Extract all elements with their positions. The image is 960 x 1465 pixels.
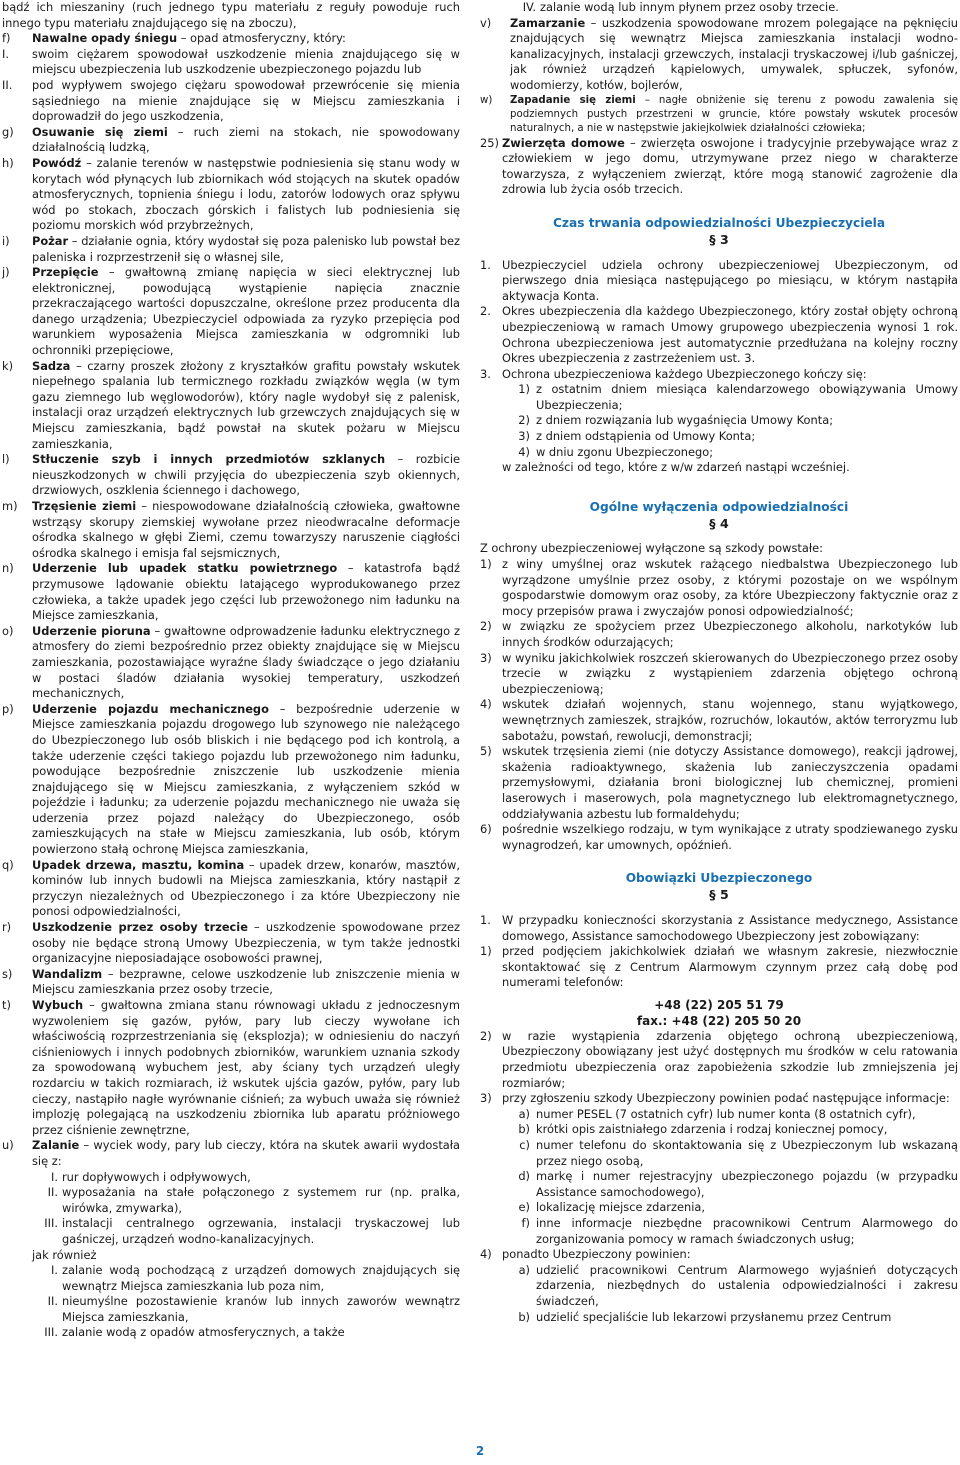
sub-item-text: inne informacje niezbędne pracownikowi Centrum Alarmowego do zorganizowania pomocy w ramach świadczonych usług; [536,1216,958,1246]
sub-item-text: markę i numer rejestracyjny ubezpieczonego pojazdu (w przypadku Assistance samochodowego), [536,1169,958,1199]
list-label: I. [51,1263,58,1278]
sub-item [2,1216,460,1247]
sub-item-text: krótki opis zaistniałego zdarzenia i rodzaj koniecznej pomocy, [536,1122,888,1137]
sub-item-text: lokalizację miejsce zdarzenia, [536,1200,705,1215]
section-title: Obowiązki Ubezpieczonego [625,871,813,886]
term: Przepięcie [32,265,99,280]
list-label: o) [2,623,14,638]
list-label: j) [2,265,10,280]
term: Zalanie [32,1138,80,1153]
sub-item [480,382,958,413]
numbered-item [480,367,958,383]
sub-item-text: wyposażania na stałe połączonego z systemem rur (np. pralka, wirówka, zmywarka), [62,1185,460,1215]
list-label: II. [2,77,13,92]
numbered-item [480,822,958,853]
list-label: 4) [480,1247,492,1262]
list-label: a) [518,1106,530,1121]
definition-text: – czarny proszek złożony z kryształków grafitu powstały wskutek niepełnego spalania lub termicznego rozkładu związków węgla (w tym gazu ziemnego lub węglowodorów), który nagle wydobył się z palenisk, instalacji oraz urządzeń elektrycznych lub grzewczych znajdujących się w Miejscu zamieszkania, bądź powstał na skutek pożaru w Miejscu zamieszkania, [32,358,460,451]
definition-text: – katastrofa bądź przymusowe lądowanie obiektu latającego wyprodukowanego przez człowieka, a także upadek jego części lub przewożonego nim ładunku na Miejsce zamieszkania, [32,561,461,623]
definition-j [2,265,460,359]
list-label: v) [480,15,492,30]
definition-text: – gwałtowne odprowadzenie ładunku elektrycznego z atmosfery do ziemi bezpośrednio przez obiekty znajdujące się w Miejscu zamieszkania, pozostawiające wyraźne ślady świadczące o jego działaniu w postaci śladów działania wysokiej temperatury, uszkodzeń mechanicznych, [32,623,460,701]
definition-f [2,31,460,47]
sub-item [480,1216,958,1247]
term: Uderzenie lub upadek statku powietrznego [32,561,338,576]
list-label: II. [47,1185,58,1200]
list-label: 3) [518,429,530,444]
definition-text: – gwałtowna zmiana stanu równowagi układu z jednoczesnym wyzwoleniem się gazów, pyłów, pary lub cieczy wywołane ich właściwością rozprzestrzeniania się (eksplozja); w odniesieniu do naczyń ciśnieniowych i innych podobnych zbiorników, warunkiem uznania szkody za spowodowaną wybuchem jest, aby ściany tych urządzeń uległy rozdarciu w takich rozmiarach, iż wskutek ujścia gazów, pyłów, pary lub cieczy, nastąpiło nagłe wyrównanie ciśnień; za wybuch uważa się również implozję polegającą na uszkodzeniu zbiornika lub aparatu próżniowego przez ciśnienie zewnętrzne, [32,998,460,1137]
paragraph: Z ochrony ubezpieczeniowej wyłączone są szkody powstałe: [480,541,823,556]
sub-item [480,1107,958,1123]
list-label: 1. [480,257,491,272]
definition-text: – zalanie terenów w następstwie podniesienia się stanu wody w korytach wód płynących lub zbiornikach wód stojących na skutek opadów atmosferycznych, topnienia śniegu i lodu, zatorów lodowych oraz spływu wód po stokach, zboczach górskich i falistych lub podniesienia się poziomu morskich wód przybrzeżnych, [32,155,460,233]
definition-i [2,234,460,265]
definition-k [2,359,460,453]
definition-text: – bezpośrednie uderzenie w Miejsce zamieszkania pojazdu drogowego lub szynowego nie należącego do Ubezpieczonego lub osób bliskich i nie będącego pod ich kontrolą, a także uderzenie części takiego pojazdu lub przewożonego nim ładunku, powodujące bezpośrednie zniszczenie lub uszkodzenie mienia znajdującego się w Miejscu zamieszkania, z wyłączeniem szkód w pojeździe i ładunku; za uderzenie pojazdu mechanicznego nie uważa się uderzenia przez pojazd należący do Ubezpieczonego, osób zamieszkujących na stałe w Miejscu zamieszkania, lub osób, którym powierzono stałą ochronę Miejsca zamieszkania, [32,701,460,857]
numbered-item [480,304,958,366]
list-label: i) [2,233,10,248]
item-text: Ubezpieczyciel udziela ochrony ubezpieczeniowej Ubezpieczonym, od pierwszego dnia miesiąca następującego po miesiącu, w którym nastąpiła aktywacja Konta. [502,257,958,303]
sub-item-text: udzielić specjaliście lub lekarzowi przysłanemu przez Centrum [536,1309,892,1324]
numbered-item [480,1029,958,1091]
definition-r [2,920,460,967]
numbered-item [480,651,958,698]
numbered-item [480,744,958,822]
term: Zapadanie się ziemi [510,94,636,106]
list-label: f) [2,31,11,46]
definition-text: – nagłe obniżenie się terenu z powodu zawalenia się podziemnych pustych przestrzeni w gruncie, które powstały wskutek procesów naturalnych, a nie w następstwie jakiejkolwiek działalności człowieka; [510,94,958,134]
term: Upadek drzewa, masztu, komina [32,857,245,872]
sub-item [2,1185,460,1216]
list-label: d) [518,1169,530,1184]
definition-n [2,561,460,623]
list-label: 2) [480,619,492,634]
list-label: t) [2,998,11,1012]
definition-text: – upadek drzew, konarów, masztów, kominów lub innych budowli na Miejsca zamieszkania, który nastąpił z przyczyn niezależnych od Ubezpieczonego i za które Ubezpieczony nie ponosi odpowiedzialności, [32,857,460,919]
list-label: 25) [480,135,499,150]
sub-item-text: z ostatnim dniem miesiąca kalendarzowego obowiązywania Umowy Ubezpieczenia; [536,382,958,412]
list-label: s) [2,966,13,981]
list-label: r) [2,920,12,935]
alarm-fax-number: fax.: +48 (22) 205 50 20 [636,1013,802,1028]
definition-w [480,94,958,136]
definition-m [2,499,460,561]
definition-text: – opad atmosferyczny, który: [177,31,346,46]
sub-item-text: z dniem odstąpienia od Umowy Konta; [536,429,756,444]
definition-s [2,967,460,998]
list-label: w) [480,94,493,106]
section-title: Czas trwania odpowiedzialności Ubezpieczyciela [552,215,886,230]
sub-item [480,1122,958,1138]
item-text: Ochrona ubezpieczeniowa każdego Ubezpieczonego kończy się: [502,366,867,381]
sub-item [480,1263,958,1310]
list-label: f) [521,1216,530,1230]
paragraph: jak również [32,1247,97,1262]
numbered-item [480,1091,958,1107]
term: Nawalne opady śniegu [32,31,178,46]
list-label: b) [518,1122,530,1137]
sub-item-text: swoim ciężarem spowodował uszkodzenie mienia znajdującego się w miejscu ubezpieczenia lub uszkodzenie ubezpieczonego pojazdu lub [32,46,460,77]
numbered-item [480,557,958,619]
sub-item [2,47,460,78]
sub-item [480,413,958,429]
term: Pożar [32,233,69,248]
sub-item [480,1200,958,1216]
sub-item-text: zalanie wodą lub innym płynem przez osoby trzecie. [540,0,839,14]
item-text: ponadto Ubezpieczony powinien: [502,1247,691,1262]
definition-u [2,1138,460,1169]
definition-text: – gwałtowną zmianę napięcia w sieci elektrycznej lub elektronicznej, powodującą wystąpienie napięcia znacznie przekraczającego wartości dopuszczalne, określone przez producenta dla danego urządzenia; Ubezpieczyciel odpowiada za ryzyko przepięcia pod warunkiem wyposażenia Miejsca zamieszkania w odgromniki lub ochronniki przepięciowe, [32,265,460,358]
item-text: pośrednie wszelkiego rodzaju, w tym wynikające z utraty spodziewanego zysku wynagrodzeń, kar umownych, opóźnień. [502,822,958,852]
definition-text: – bezprawne, celowe uszkodzenie lub zniszczenie mienia w Miejscu zamieszkania przez osoby trzecie, [32,966,460,997]
list-label: k) [2,358,14,373]
item-text: w związku ze spożyciem przez Ubezpieczonego alkoholu, narkotyków lub innych środków odurzających; [502,619,958,649]
list-label: 3. [480,366,491,381]
definition-h [2,156,460,234]
term: Stłuczenie szyb i innych przedmiotów szklanych [32,452,386,467]
list-label: e) [518,1200,530,1215]
list-label: 1) [518,382,530,397]
definition-o [2,624,460,702]
item-text: przed podjęciem jakichkolwiek działań we własnym zakresie, niezwłocznie skontaktować się z Centrum Alarmowym czynnym przez całą dobę pod numerami telefonów: [502,944,958,990]
item-text: wskutek trzęsienia ziemi (nie dotyczy Assistance domowego), reakcji jądrowej, skażenia radioaktywnego, skażenia lub zanieczyszczenia opadami przemysłowymi, działania broni biologicznej lub chemicznej, promieni laserowych i maserowych, pola magnetycznego lub elektromagnetycznego, oddziaływania azbestu lub formaldehydu; [502,744,958,821]
alarm-phone-number: +48 (22) 205 51 79 [654,997,784,1012]
definition-text: – ruch ziemi na stokach, nie spowodowany działalnością ludzką, [32,124,460,155]
numbered-item [480,913,958,944]
right-column [480,0,958,1325]
definition-v [480,16,958,94]
list-label: III. [44,1325,58,1340]
item-text: w razie wystąpienia zdarzenia objętego ochroną ubezpieczeniową, Ubezpieczony obowiązany jest użyć dostępnych mu środków w celu ratowania przedmiotu ubezpieczenia oraz zapobieżenia szkodzie lub zmniejszenia jej rozmiarów; [502,1028,958,1090]
list-label: 3) [480,1091,492,1106]
sub-item [480,1138,958,1169]
list-label: p) [2,701,14,716]
sub-item-text: rur dopływowych i odpływowych, [62,1169,251,1184]
list-label: 6) [480,822,492,837]
list-label: 4) [518,444,530,459]
list-label: n) [2,561,14,576]
sub-item [480,445,958,461]
section-paragraph-number: § 3 [709,231,729,247]
item-text: W przypadku konieczności skorzystania z Assistance medycznego, Assistance domowego, Assistance samochodowego Ubezpieczony jest zobowiązany: [502,912,958,943]
sub-item-text: udzielić pracownikowi Centrum Alarmowego wyjaśnień dotyczących zdarzenia, niezbędnych do ustalenia odpowiedzialności i zakresu świadczeń, [536,1262,958,1308]
sub-item [2,1294,460,1325]
definition-q [2,858,460,920]
term: Zwierzęta domowe [502,135,625,150]
item-text: w wyniku jakichkolwiek roszczeń skierowanych do Ubezpieczonego przez osoby trzecie w związku z wystąpieniem zdarzenia objętego ochroną ubezpieczeniową; [502,650,958,696]
term: Uszkodzenie przez osoby trzecie [32,920,248,935]
sub-item [480,1169,958,1200]
sub-item-text: numer telefonu do skontaktowania się z Ubezpieczonym lub wskazaną przez niego osobą, [536,1138,958,1168]
list-label: a) [518,1262,530,1277]
list-label: 2) [518,413,530,428]
list-label: h) [2,155,14,170]
list-label: m) [2,499,18,513]
sub-item-text: numer PESEL (7 ostatnich cyfr) lub numer konta (8 ostatnich cyfr), [536,1106,916,1121]
definition-text: – uszkodzenia spowodowane mrozem polegające na pęknięciu znajdujących się wewnątrz Miejsca zamieszkania instalacji wodno-kanalizacyjnych, instalacji grzewczych, instalacji tryskaczowej i/lub gaśniczej, jak również urządzeń kąpielowych, umywalek, spłuczek, syfonów, wodomierzy, kotłów, bojlerów, [510,15,958,92]
list-label: b) [518,1309,530,1324]
definition-l [2,452,460,499]
numbered-item [480,1247,958,1263]
term: Osuwanie się ziemi [32,124,168,139]
item-text: przy zgłoszeniu szkody Ubezpieczony powinien podać następujące informacje: [502,1091,950,1106]
list-label: c) [519,1138,530,1153]
section-title: Ogólne wyłączenia odpowiedzialności [589,499,849,514]
definition-g [2,125,460,156]
sub-item [480,0,958,16]
term: Wybuch [32,998,84,1012]
list-label: l) [2,452,10,467]
list-label: g) [2,124,14,139]
term: Uderzenie pojazdu mechanicznego [32,701,269,716]
definition-text: – rozbicie nieuszkodzonych w chwili przyjęcia do ubezpieczenia szyb okiennych, drzwiowych, oszklenia ściennego i dachowego, [32,452,460,498]
paragraph: bądź ich mieszaniny (ruch jednego typu materiału z reguły powoduje ruch innego typu materiału znajdującego się na zboczu), [2,0,460,30]
definition-text: – działanie ognia, który wydostał się poza palenisko lub powstał bez paleniska i rozprzestrzenił się o własnej sile, [32,233,460,264]
sub-item [2,1263,460,1294]
sub-item [480,1310,958,1326]
term: Sadza [32,358,71,373]
definition-text: – uszkodzenie spowodowane przez osoby nie będące stroną Umowy Ubezpieczenia, w tym także jednostki organizacyjne nieposiadające osobowości prawnej, [32,920,460,966]
list-label: IV. [522,0,536,14]
list-label: q) [2,857,14,872]
term: Powódź [32,155,82,170]
list-label: u) [2,1138,14,1153]
sub-item-text: zalanie wodą z opadów atmosferycznych, a także [62,1325,345,1340]
list-label: 1. [480,912,491,927]
list-label: 5) [480,744,492,759]
sub-item [2,1170,460,1186]
sub-item-text: instalacji centralnego ogrzewania, instalacji tryskaczowej lub gaśniczej, urządzeń wodno-kanalizacyjnych. [62,1216,460,1246]
sub-item [480,429,958,445]
section-paragraph-number: § 4 [709,515,729,531]
list-label: 2. [480,304,491,319]
list-label: II. [47,1294,58,1309]
definition-text: – wyciek wody, pary lub cieczy, która na skutek awarii wydostała się z: [32,1138,460,1168]
sub-item-text: nieumyślne pozostawienie kranów lub innych zaworów wewnątrz Miejsca zamieszkania, [62,1294,460,1324]
sub-item [2,78,460,125]
list-label: 4) [480,697,492,712]
term: Wandalizm [32,966,103,981]
term: Uderzenie pioruna [32,623,151,638]
numbered-item [480,944,958,991]
definition-text: – niespowodowane działalnością człowieka, gwałtowne wstrząsy skorupy ziemskiej wywołane przez nieodwracalne deformacje ośrodka skalnego w głębi Ziemi, czemu towarzyszy naruszenie ciągłości ośrodka skalnego i emisja fal sejsmicznych, [32,499,460,560]
item-text: Okres ubezpieczenia dla każdego Ubezpieczonego, który został objęty ochroną ubezpieczeniową w ramach Umowy grupowego ubezpieczenia wynosi 1 rok. Ochrona ubezpieczeniowa jest automatycznie przedłużana na kolejny roczny Okres ubezpieczenia z zastrzeżeniem ust. 3. [502,304,958,366]
list-label: 3) [480,650,492,665]
sub-item [2,1325,460,1341]
item-text: z winy umyślnej oraz wskutek rażącego niedbalstwa Ubezpieczonego lub wyrządzone umyślnie przez osoby, z którymi pozostaje on we wspólnym gospodarstwie domowym oraz osoby, za które Ubezpieczony faktycznie oraz z mocy przepisów prawa i zwyczajów ponosi odpowiedzialność; [502,557,958,618]
sub-item-text: pod wypływem swojego ciężaru spowodował przewrócenie się mienia sąsiedniego na mienie znajdujące się w Miejscu zamieszkania i doprowadził do jego uszkodzenia, [32,77,460,124]
section-paragraph-number: § 5 [709,887,729,903]
item-text: wskutek działań wojennych, stanu wojennego, stanu wyjątkowego, wewnętrznych zamieszek, strajków, rozruchów, lokautów, aktów terroryzmu lub sabotażu, powstań, rewolucji, demonstracji; [502,697,958,743]
page-number: 2 [475,1444,485,1458]
term: Zamarzanie [510,15,586,30]
paragraph: w zależności od tego, które z w/w zdarzeń nastąpi wcześniej. [502,460,850,475]
definition-t [2,998,460,1138]
term: Trzęsienie ziemi [32,499,137,513]
sub-item-text: zalanie wodą pochodzącą z urządzeń domowych znajdujących się wewnątrz Miejsca zamieszkania lub poza nim, [62,1263,460,1293]
sub-item-text: z dniem rozwiązania lub wygaśnięcia Umowy Konta; [536,413,834,428]
list-label: III. [44,1216,58,1231]
definition-text: – zwierzęta oswojone i tradycyjnie przebywające wraz z człowiekiem w jego domu, utrzymywane przez niego w charakterze towarzysza, z wyłączeniem zwierząt, które mogą stanowić zagrożenie dla zdrowia lub życia osób trzecich. [502,135,959,197]
sub-item-text: w dniu zgonu Ubezpieczonego; [536,444,714,459]
list-label: I. [2,46,9,61]
definition-25 [480,136,958,198]
definition-p [2,702,460,858]
list-label: I. [51,1169,58,1184]
left-column [2,0,460,1341]
list-label: 1) [480,944,492,959]
list-label: 1) [480,557,492,572]
list-label: 2) [480,1028,492,1043]
numbered-item [480,619,958,650]
numbered-item [480,697,958,744]
numbered-item [480,258,958,305]
